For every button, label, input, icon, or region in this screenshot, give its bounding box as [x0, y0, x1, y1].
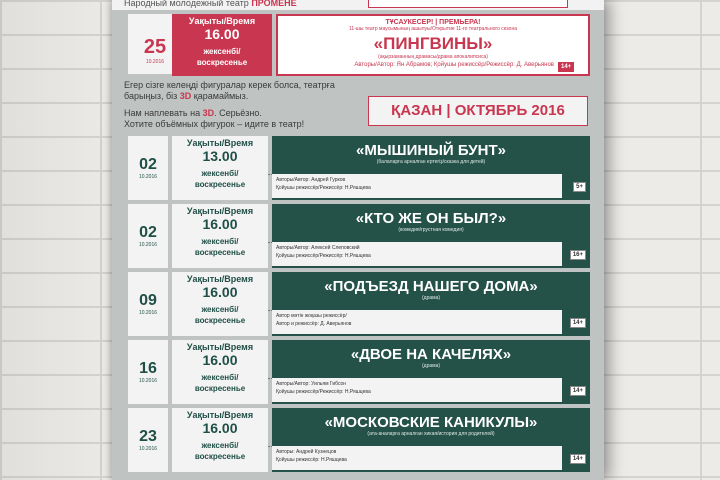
- slogan-ru-2: Хотите объёмных фигурок – идите в театр!: [124, 119, 305, 129]
- event-title: «МОСКОВСКИЕ КАНИКУЛЫ»: [324, 414, 538, 431]
- slogan-ru-end: . Серьёзно.: [214, 108, 262, 118]
- event-age-badge: 14+: [570, 318, 586, 328]
- event-title: «ПОДЪЕЗД НАШЕГО ДОМА»: [324, 278, 538, 295]
- premiere-time-block: [172, 14, 272, 76]
- slogan: [124, 80, 364, 130]
- premiere-title: «ПИНГВИНЫ»: [373, 34, 493, 53]
- event-weekday: жексенбі/ воскресенье: [194, 373, 246, 393]
- event-time: 13.00: [202, 148, 238, 164]
- theater-name-prefix: Народный молодежный театр: [124, 0, 249, 8]
- event-year: 10.2016: [138, 310, 158, 316]
- event-year: 10.2016: [138, 378, 158, 384]
- theater-name: [124, 0, 297, 8]
- event-title: «ДВОЕ НА КАЧЕЛЯХ»: [350, 346, 512, 363]
- event-show: [272, 136, 590, 200]
- slogan-kz-end: қарамаймыз.: [191, 91, 249, 101]
- event-genre: (драма): [421, 363, 441, 369]
- event-date: [128, 340, 168, 404]
- event-weekday: жексенбі/ воскресенье: [194, 237, 246, 257]
- event-time-label: Уақыты/Время: [186, 410, 254, 420]
- event-date: [128, 272, 168, 336]
- slogan-kz: [124, 80, 364, 102]
- event-row: [128, 136, 590, 200]
- event-date: [128, 204, 168, 268]
- event-row: [128, 272, 590, 336]
- event-row: [128, 204, 590, 268]
- event-year: 10.2016: [138, 174, 158, 180]
- event-credits: Авторы: Андрей Кузнецов Қойушы режиссёр: Н.Ряшцева: [272, 446, 562, 470]
- premiere-show: [276, 14, 590, 76]
- event-title: «МЫШИНЫЙ БУНТ»: [356, 142, 506, 159]
- event-weekday: жексенбі/ воскресенье: [194, 441, 246, 461]
- event-date: [128, 136, 168, 200]
- event-row: [128, 340, 590, 404]
- event-age-badge: 16+: [570, 250, 586, 260]
- premiere-time-label: Уақыты/Время: [188, 16, 256, 26]
- event-genre: (ата-аналарға арналған хикая/история для родителей): [367, 431, 495, 437]
- event-genre: (комедия/грустная комедия): [398, 227, 464, 233]
- top-frame-box: [368, 0, 568, 8]
- event-credits: Авторы/Автор: Уильям Гибсон Қойушы режиссёр/Режиссёр: Н.Ряшцева: [272, 378, 562, 402]
- event-show: [272, 408, 590, 472]
- event-day: 02: [139, 156, 157, 173]
- event-genre: (балаларға арналған ертегіҙ/сказка для детей): [376, 159, 486, 165]
- premiere-genre: (ақырзаманның драмасы/драма апокалипсиса): [378, 54, 488, 60]
- event-show: [272, 340, 590, 404]
- month-heading: ҚАЗАН | ОКТЯБРЬ 2016: [368, 96, 588, 126]
- event-age-badge: 14+: [570, 454, 586, 464]
- premiere-day: 25: [143, 36, 167, 58]
- event-title: «КТО ЖЕ ОН БЫЛ?»: [355, 210, 507, 227]
- event-time-block: [172, 408, 268, 472]
- poster-top-bar: [112, 0, 604, 10]
- event-show: [272, 204, 590, 268]
- slogan-kz-text: Егер сізге келеңді фигуралар керек болса, театрға барыңыз, біз: [124, 80, 335, 101]
- event-show: [272, 272, 590, 336]
- premiere-credits: Авторы/Автор: Ян Абрамов; Қойушы режиссёр/Режиссёр: Д. Аверьянов: [354, 62, 554, 68]
- event-time: 16.00: [202, 216, 238, 232]
- event-time-block: [172, 272, 268, 336]
- premiere-age-badge: 14+: [558, 62, 574, 72]
- event-time: 16.00: [202, 284, 238, 300]
- event-credits: Авторы/Автор: Андрей Гурков Қойушы режиссёр/Режиссёр: Н.Ряшцева: [272, 174, 562, 198]
- event-year: 10.2016: [138, 446, 158, 452]
- event-time-label: Уақыты/Время: [186, 206, 254, 216]
- event-weekday: жексенбі/ воскресенье: [194, 305, 246, 325]
- theater-brand: ПРОМЕНЕ: [251, 0, 297, 8]
- premiere-year: 10.2016: [145, 59, 165, 65]
- premiere-headline: ТҰСАУКЕСЕР! | ПРЕМЬЕРА!: [385, 19, 481, 26]
- event-date: [128, 408, 168, 472]
- event-year: 10.2016: [138, 242, 158, 248]
- event-day: 23: [139, 428, 157, 445]
- slogan-kz-3d: 3D: [179, 91, 192, 101]
- event-time-block: [172, 204, 268, 268]
- event-time-label: Уақыты/Время: [186, 138, 254, 148]
- event-age-badge: 5+: [573, 182, 586, 192]
- premiere-weekday: жексенбі/ воскресенье: [196, 47, 248, 67]
- wall-shadow: [0, 0, 120, 480]
- event-time-label: Уақыты/Время: [186, 342, 254, 352]
- event-weekday: жексенбі/ воскресенье: [194, 169, 246, 189]
- slogan-ru-3d: 3D: [202, 108, 215, 118]
- premiere-subhead: 11-шы театр маусымының ашылуы/Открытие 11-го театрального сезона: [349, 26, 517, 32]
- slogan-ru-text: Нам наплевать на: [124, 108, 203, 118]
- event-genre: (драма): [421, 295, 441, 301]
- event-time: 16.00: [202, 352, 238, 368]
- event-row: [128, 408, 590, 472]
- event-time-block: [172, 136, 268, 200]
- event-credits: Авторы/Автор: Алексей Слеповский Қойушы режиссёр/Режиссёр: Н.Ряшцева: [272, 242, 562, 266]
- event-day: 02: [139, 224, 157, 241]
- event-day: 09: [139, 292, 157, 309]
- event-day: 16: [139, 360, 157, 377]
- event-time-block: [172, 340, 268, 404]
- event-age-badge: 14+: [570, 386, 586, 396]
- event-credits: Автор мәтін жоқазы режиссёр/ Автор и режиссёр: Д. Аверьянов: [272, 310, 562, 334]
- event-time-label: Уақыты/Время: [186, 274, 254, 284]
- slogan-ru-1: [124, 108, 364, 119]
- theater-poster: [112, 0, 604, 480]
- premiere-time: 16.00: [204, 26, 240, 42]
- event-time: 16.00: [202, 420, 238, 436]
